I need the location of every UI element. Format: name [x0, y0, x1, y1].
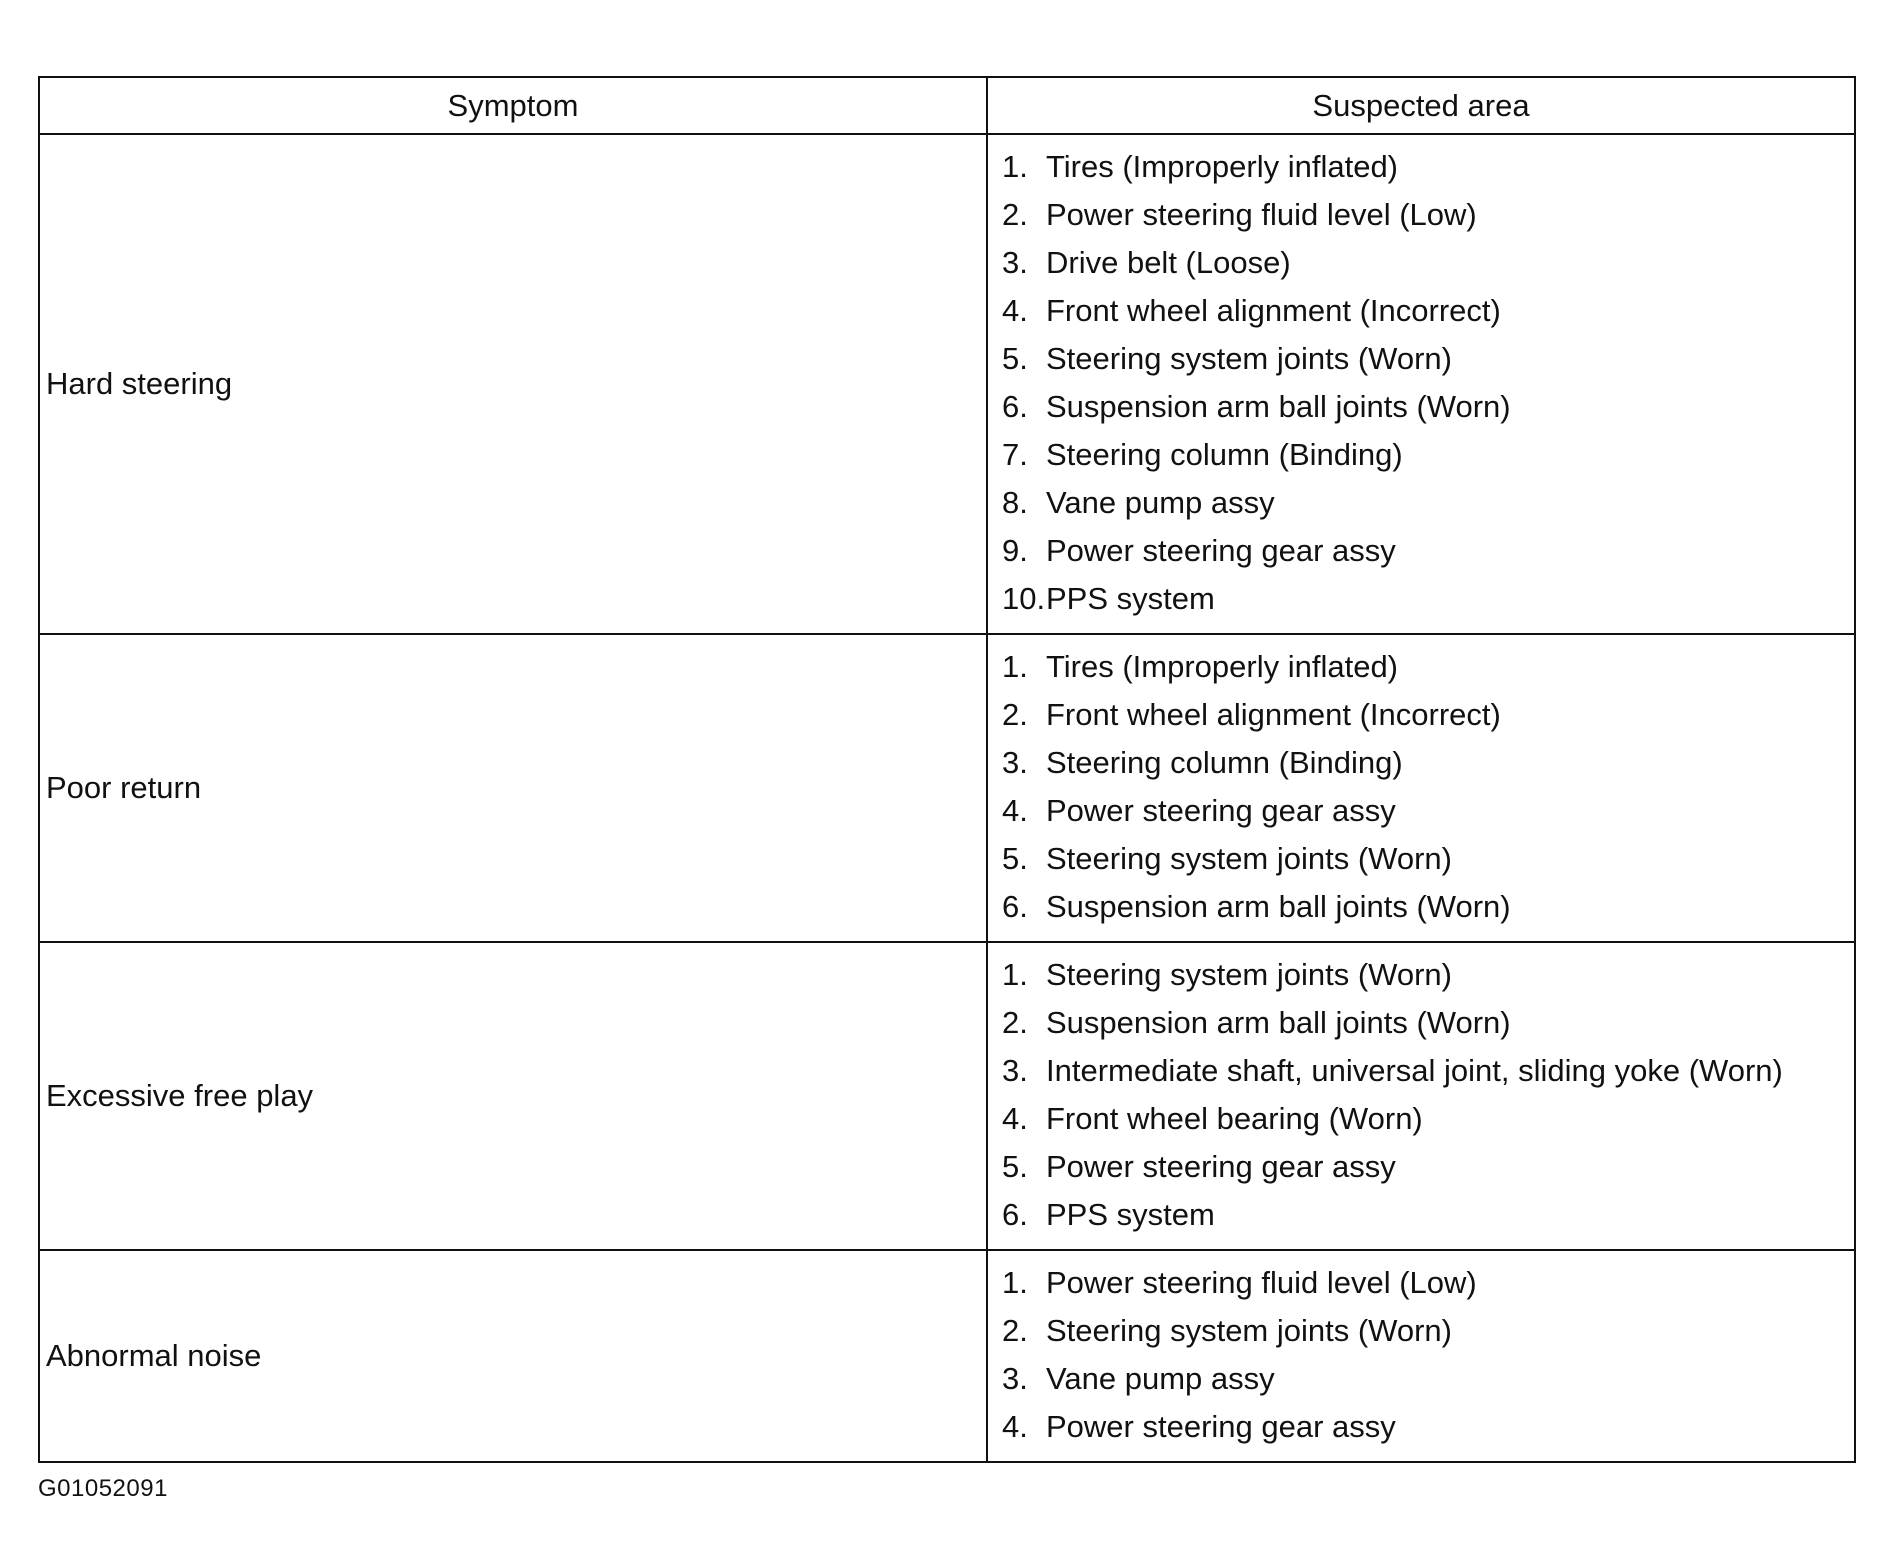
list-item	[988, 739, 1854, 787]
table-row	[39, 634, 1855, 942]
list-item	[988, 835, 1854, 883]
list-item	[988, 527, 1854, 575]
list-item	[988, 691, 1854, 739]
item-number: 2.	[1002, 197, 1028, 232]
item-text: Steering column (Binding)	[1046, 437, 1403, 472]
symptom-cell: Excessive free play	[39, 942, 987, 1250]
item-text: Steering system joints (Worn)	[1046, 1313, 1452, 1348]
item-number: 2.	[1002, 1005, 1028, 1040]
symptom-cell: Poor return	[39, 634, 987, 942]
list-item	[988, 1259, 1854, 1307]
item-text: Tires (Improperly inflated)	[1046, 649, 1399, 684]
figure-id: G01052091	[38, 1475, 168, 1502]
item-number: 3.	[1002, 1053, 1028, 1088]
suspected-area-list	[988, 635, 1854, 941]
item-text: Steering column (Binding)	[1046, 745, 1403, 780]
item-text: Vane pump assy	[1046, 1361, 1275, 1396]
item-text: Steering system joints (Worn)	[1046, 341, 1452, 376]
list-item	[988, 479, 1854, 527]
item-number: 4.	[1002, 1101, 1028, 1136]
item-text: Tires (Improperly inflated)	[1046, 149, 1399, 184]
symptom-cell: Hard steering	[39, 134, 987, 634]
item-text: Drive belt (Loose)	[1046, 245, 1291, 280]
table-row	[39, 942, 1855, 1250]
table-row	[39, 134, 1855, 634]
item-number: 3.	[1002, 1361, 1028, 1396]
symptom-header: Symptom	[39, 77, 987, 134]
suspected-area-header: Suspected area	[987, 77, 1855, 134]
list-item	[988, 787, 1854, 835]
item-text: Steering system joints (Worn)	[1046, 957, 1452, 992]
list-item	[988, 1047, 1854, 1095]
item-number: 4.	[1002, 1409, 1028, 1444]
list-item	[988, 335, 1854, 383]
list-item	[988, 575, 1854, 623]
item-text: Front wheel alignment (Incorrect)	[1046, 697, 1501, 732]
list-item	[988, 883, 1854, 931]
item-text: Power steering gear assy	[1046, 533, 1396, 568]
list-item	[988, 383, 1854, 431]
list-item	[988, 191, 1854, 239]
list-item	[988, 999, 1854, 1047]
item-number: 3.	[1002, 745, 1028, 780]
list-item	[988, 1191, 1854, 1239]
list-item	[988, 1143, 1854, 1191]
list-item	[988, 143, 1854, 191]
suspected-area-cell	[987, 634, 1855, 942]
item-text: Front wheel alignment (Incorrect)	[1046, 293, 1501, 328]
item-number: 4.	[1002, 293, 1028, 328]
item-text: Suspension arm ball joints (Worn)	[1046, 1005, 1511, 1040]
item-text: Power steering gear assy	[1046, 1409, 1396, 1444]
item-text: Power steering fluid level (Low)	[1046, 1265, 1477, 1300]
list-item	[988, 239, 1854, 287]
troubleshooting-table	[38, 76, 1856, 1463]
item-text: Vane pump assy	[1046, 485, 1275, 520]
list-item	[988, 1355, 1854, 1403]
item-number: 1.	[1002, 149, 1028, 184]
list-item	[988, 287, 1854, 335]
suspected-area-cell	[987, 942, 1855, 1250]
item-number: 6.	[1002, 389, 1028, 424]
item-number: 3.	[1002, 245, 1028, 280]
item-number: 5.	[1002, 341, 1028, 376]
item-number: 1.	[1002, 957, 1028, 992]
suspected-area-list	[988, 1251, 1854, 1461]
table-row	[39, 1250, 1855, 1462]
header-row	[39, 77, 1855, 134]
item-text: Power steering gear assy	[1046, 1149, 1396, 1184]
suspected-area-cell	[987, 134, 1855, 634]
item-number: 4.	[1002, 793, 1028, 828]
item-number: 9.	[1002, 533, 1028, 568]
item-number: 1.	[1002, 1265, 1028, 1300]
item-number: 2.	[1002, 1313, 1028, 1348]
item-text: Steering system joints (Worn)	[1046, 841, 1452, 876]
item-text: Front wheel bearing (Worn)	[1046, 1101, 1423, 1136]
symptom-cell: Abnormal noise	[39, 1250, 987, 1462]
list-item	[988, 1095, 1854, 1143]
item-text: Intermediate shaft, universal joint, sliding yoke (Worn)	[1046, 1053, 1783, 1088]
suspected-area-list	[988, 943, 1854, 1249]
item-number: 5.	[1002, 1149, 1028, 1184]
item-text: PPS system	[1046, 1197, 1215, 1232]
suspected-area-cell	[987, 1250, 1855, 1462]
item-number: 6.	[1002, 889, 1028, 924]
list-item	[988, 431, 1854, 479]
item-text: Suspension arm ball joints (Worn)	[1046, 889, 1511, 924]
list-item	[988, 1403, 1854, 1451]
item-number: 5.	[1002, 841, 1028, 876]
table-body	[39, 134, 1855, 1462]
item-text: PPS system	[1046, 581, 1215, 616]
item-text: Suspension arm ball joints (Worn)	[1046, 389, 1511, 424]
list-item	[988, 1307, 1854, 1355]
item-number: 2.	[1002, 697, 1028, 732]
item-number: 1.	[1002, 649, 1028, 684]
suspected-area-list	[988, 135, 1854, 633]
item-number: 10.	[1002, 581, 1046, 616]
list-item	[988, 951, 1854, 999]
list-item	[988, 643, 1854, 691]
item-number: 7.	[1002, 437, 1028, 472]
item-text: Power steering gear assy	[1046, 793, 1396, 828]
item-number: 6.	[1002, 1197, 1028, 1232]
item-number: 8.	[1002, 485, 1028, 520]
item-text: Power steering fluid level (Low)	[1046, 197, 1477, 232]
